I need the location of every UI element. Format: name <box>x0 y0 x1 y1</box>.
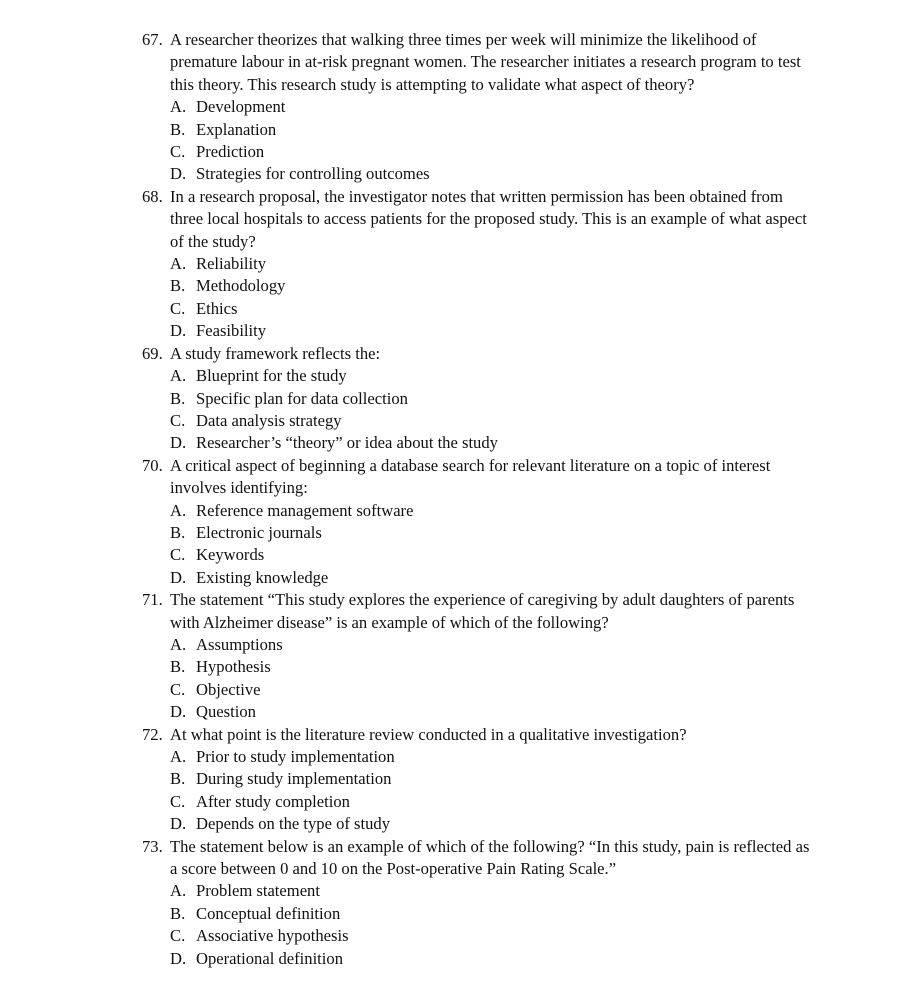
answer-options <box>0 365 900 455</box>
answer-option <box>0 298 900 320</box>
option-text: Electronic journals <box>196 522 322 542</box>
answer-option <box>0 522 900 544</box>
option-letter: D. <box>170 321 187 341</box>
question-number: 71. <box>142 590 163 610</box>
option-text: Operational definition <box>196 948 343 968</box>
answer-option <box>0 432 900 454</box>
answer-option <box>0 141 900 163</box>
answer-option <box>0 634 900 656</box>
option-letter: A. <box>170 881 187 901</box>
option-text: During study implementation <box>196 769 392 789</box>
option-letter: B. <box>170 522 186 542</box>
answer-option <box>0 656 900 678</box>
answer-option <box>0 925 900 947</box>
question-text: A critical aspect of beginning a database search for relevant literature on a topic of interest involves identifying: <box>170 455 771 498</box>
option-letter: B. <box>170 119 186 139</box>
option-text: Researcher’s “theory” or idea about the study <box>196 433 498 453</box>
question-number: 67. <box>142 30 163 49</box>
option-text: Blueprint for the study <box>196 366 347 386</box>
question-text: The statement “This study explores the experience of caregiving by adult daughters of parents with Alzheimer disease” is an example of which of the following? <box>170 590 795 632</box>
option-letter: C. <box>170 545 186 565</box>
answer-option <box>0 365 900 387</box>
answer-option <box>0 880 900 902</box>
question-69 <box>0 343 900 455</box>
option-letter: A. <box>170 500 187 520</box>
question-stem <box>0 186 900 253</box>
question-71 <box>0 589 900 723</box>
question-list <box>0 29 900 970</box>
option-text: Data analysis strategy <box>196 410 342 430</box>
answer-options <box>0 253 900 343</box>
question-stem <box>0 836 900 881</box>
option-text: Keywords <box>196 545 265 565</box>
question-number: 68. <box>142 186 163 206</box>
option-text: After study completion <box>196 791 350 811</box>
answer-option <box>0 679 900 701</box>
answer-option <box>0 388 900 410</box>
question-stem <box>0 589 900 634</box>
option-text: Assumptions <box>196 634 283 654</box>
answer-option <box>0 163 900 185</box>
option-text: Reference management software <box>196 500 414 520</box>
option-letter: D. <box>170 567 187 587</box>
answer-option <box>0 253 900 275</box>
answer-options <box>0 746 900 836</box>
option-text: Reliability <box>196 254 267 274</box>
option-letter: D. <box>170 433 187 453</box>
answer-option <box>0 119 900 141</box>
option-letter: D. <box>170 948 187 968</box>
answer-options <box>0 500 900 590</box>
answer-option <box>0 903 900 925</box>
option-text: Objective <box>196 679 261 699</box>
option-text: Conceptual definition <box>196 903 341 923</box>
option-text: Prior to study implementation <box>196 747 395 766</box>
question-number: 69. <box>142 343 163 363</box>
option-letter: A. <box>170 97 187 117</box>
option-letter: B. <box>170 276 186 296</box>
question-stem <box>0 29 900 96</box>
option-text: Associative hypothesis <box>196 926 349 946</box>
option-letter: C. <box>170 791 186 811</box>
option-letter: A. <box>170 634 187 654</box>
option-letter: C. <box>170 926 186 946</box>
question-number: 72. <box>142 724 163 744</box>
question-stem <box>0 455 900 500</box>
option-text: Feasibility <box>196 321 267 341</box>
question-text: A study framework reflects the: <box>170 343 381 363</box>
option-text: Explanation <box>196 119 277 139</box>
answer-option <box>0 701 900 723</box>
option-text: Hypothesis <box>196 657 271 677</box>
option-letter: A. <box>170 366 187 386</box>
option-letter: C. <box>170 298 186 318</box>
option-letter: A. <box>170 254 187 274</box>
option-letter: B. <box>170 769 186 789</box>
option-letter: D. <box>170 702 187 722</box>
answer-options <box>0 880 900 970</box>
answer-options <box>0 96 900 186</box>
question-number: 73. <box>142 836 163 856</box>
question-68 <box>0 186 900 343</box>
option-text: Methodology <box>196 276 286 296</box>
option-letter: C. <box>170 410 186 430</box>
option-text: Question <box>196 702 256 722</box>
option-text: Specific plan for data collection <box>196 388 408 408</box>
question-text: A researcher theorizes that walking three times per week will minimize the likelihood of premature labour in at-risk pregnant women. The researcher initiates a research program to test this theory. This research study is attempting to validate what aspect of theory? <box>170 30 801 94</box>
answer-option <box>0 768 900 790</box>
question-number: 70. <box>142 455 163 475</box>
answer-option <box>0 275 900 297</box>
question-stem <box>0 724 900 746</box>
option-letter: B. <box>170 388 186 408</box>
option-letter: D. <box>170 814 187 834</box>
answer-option <box>0 320 900 342</box>
answer-option <box>0 96 900 118</box>
option-text: Prediction <box>196 142 265 162</box>
option-letter: D. <box>170 164 187 184</box>
question-70 <box>0 455 900 589</box>
option-text: Problem statement <box>196 881 320 901</box>
option-text: Existing knowledge <box>196 567 329 587</box>
question-text: In a research proposal, the investigator notes that written permission has been obtained from three local hospitals to access patients for the proposed study. This is an example of what aspect of the study? <box>170 186 807 251</box>
option-text: Strategies for controlling outcomes <box>196 164 430 184</box>
question-text: At what point is the literature review conducted in a qualitative investigation? <box>170 724 687 744</box>
option-letter: C. <box>170 679 186 699</box>
answer-options <box>0 634 900 724</box>
answer-option <box>0 813 900 835</box>
question-67 <box>0 29 900 186</box>
question-72 <box>0 724 900 836</box>
answer-option <box>0 544 900 566</box>
answer-option <box>0 410 900 432</box>
question-73 <box>0 836 900 970</box>
answer-option <box>0 567 900 589</box>
question-stem <box>0 343 900 365</box>
answer-option <box>0 791 900 813</box>
answer-option <box>0 948 900 970</box>
option-letter: A. <box>170 747 187 766</box>
answer-option <box>0 500 900 522</box>
option-text: Depends on the type of study <box>196 814 391 834</box>
option-letter: C. <box>170 142 186 162</box>
option-text: Ethics <box>196 298 238 318</box>
option-letter: B. <box>170 903 186 923</box>
answer-option <box>0 746 900 768</box>
question-text: The statement below is an example of which of the following? “In this study, pain is reflected as a score between 0 and 10 on the Post-operative Pain Rating Scale.” <box>170 836 810 879</box>
option-text: Development <box>196 97 286 117</box>
option-letter: B. <box>170 657 186 677</box>
